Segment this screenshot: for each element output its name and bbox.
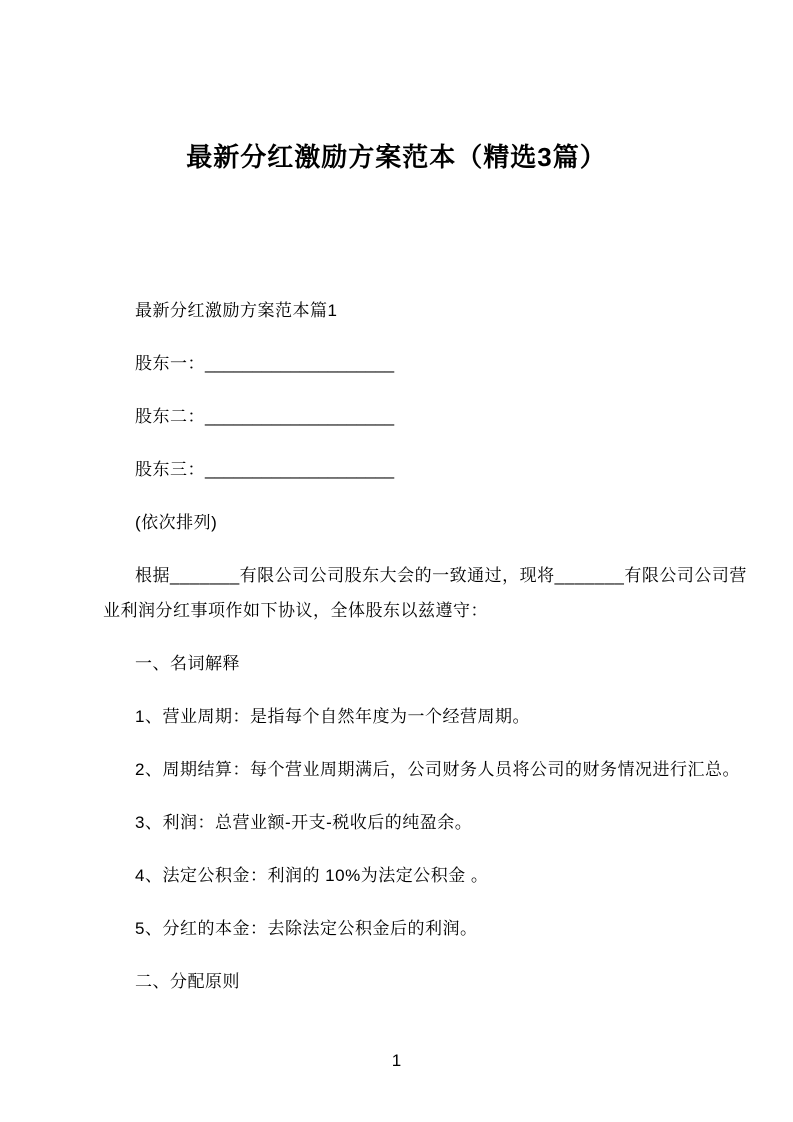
page-number: 1 [391, 1051, 402, 1070]
list-item-dividend-principal: 5、分红的本金：去除法定公积金后的利润。 [135, 919, 478, 938]
shareholder-line-3 [103, 452, 758, 487]
list-item-cycle-settlement: 2、周期结算：每个营业周期满后，公司财务人员将公司的财务情况进行汇总。 [135, 760, 740, 779]
list-item-profit: 3、利润：总营业额-开支-税收后的纯盈余。 [135, 813, 473, 832]
shareholder-line-1 [103, 346, 758, 381]
shareholder-2-label: 股东二： [135, 407, 205, 426]
section-heading: 最新分红激励方案范本篇1 [135, 301, 338, 320]
document-title: 最新分红激励方案范本（精选3篇） [186, 142, 607, 172]
document-body [103, 293, 758, 999]
list-item-statutory-reserve: 4、法定公积金：利润的 10%为法定公积金 。 [135, 866, 489, 885]
shareholder-2-blank-field: ____________________ [205, 407, 395, 426]
intro-paragraph: 根据_______有限公司公司股东大会的一致通过，现将_______有限公司公司营业利润分红事项作如下协议，全体股东以兹遵守： [103, 566, 747, 620]
shareholder-3-label: 股东三： [135, 460, 205, 479]
section-title-definitions: 一、名词解释 [135, 654, 240, 673]
shareholder-3-blank-field: ____________________ [205, 460, 395, 479]
order-note: (依次排列) [135, 513, 218, 532]
shareholder-1-label: 股东一： [135, 354, 205, 373]
shareholder-1-blank-field: ____________________ [205, 354, 395, 373]
section-title-distribution-principles: 二、分配原则 [135, 972, 240, 991]
shareholder-line-2 [103, 399, 758, 434]
list-item-business-cycle: 1、营业周期：是指每个自然年度为一个经营周期。 [135, 707, 530, 726]
